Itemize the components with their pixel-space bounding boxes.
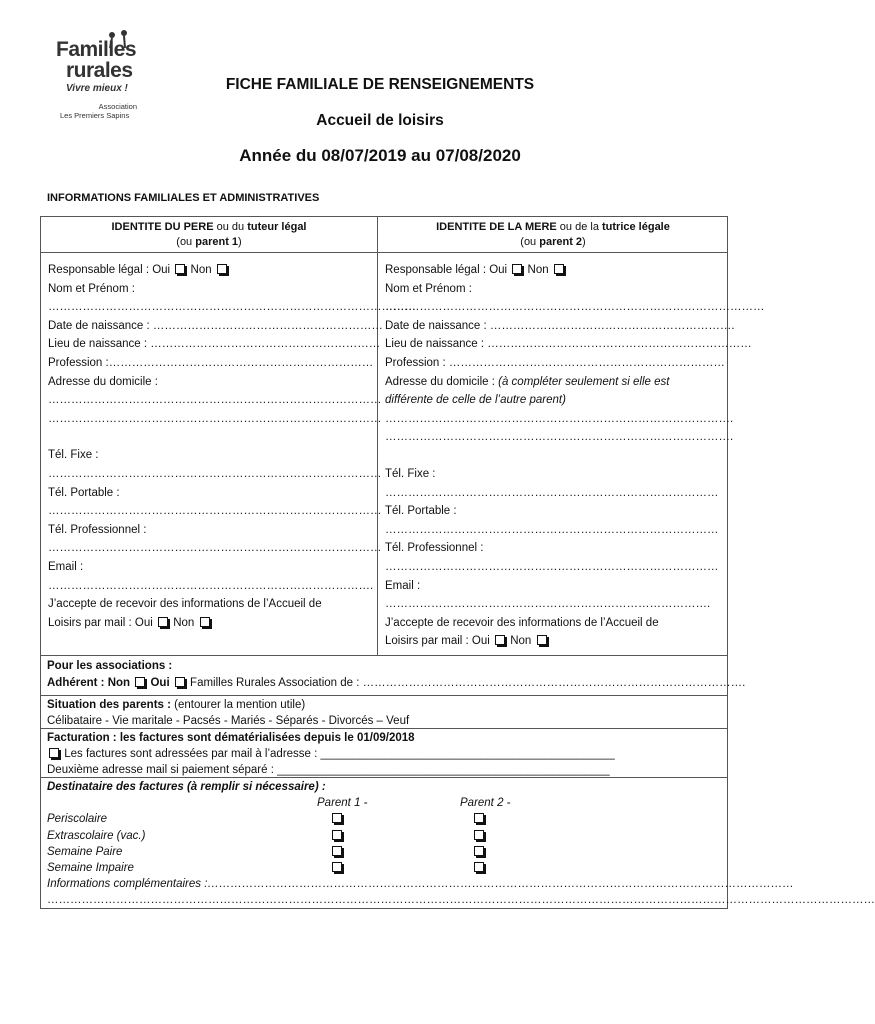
father-accept-row xyxy=(48,614,371,633)
destinataire-row-label: Periscolaire xyxy=(47,813,108,826)
father-accept-non-label: Non xyxy=(173,616,195,629)
destinataire-row xyxy=(47,860,721,876)
destinataire-row xyxy=(47,811,721,827)
situation-label: Situation des parents : xyxy=(47,699,171,711)
facturation-email-field[interactable]: Les factures sont adressées par mail à l’adresse : ______________________________________________ xyxy=(64,748,615,760)
semaine-impaire-parent1-checkbox[interactable] xyxy=(332,862,342,872)
mother-header-parent: parent 2 xyxy=(539,236,583,248)
father-header xyxy=(41,217,377,253)
mother-header-guardian: tutrice légale xyxy=(602,221,670,233)
mother-responsable-non-label: Non xyxy=(527,264,549,276)
logo-slogan: Vivre mieux ! xyxy=(66,83,128,94)
logo-text-line2: rurales xyxy=(66,59,133,82)
mother-adresse-field-2[interactable]: ………………………………………………………………………………. xyxy=(385,431,734,444)
mother-accept-row xyxy=(385,632,722,651)
father-tel-portable-field[interactable]: …………………………………………………………………………… xyxy=(48,505,382,518)
father-email-field[interactable]: …………………………………………………………………………. xyxy=(48,579,374,592)
father-tel-portable-label: Tél. Portable : xyxy=(48,486,120,499)
associations-label: Pour les associations : xyxy=(47,660,173,672)
year-range: Année du 08/07/2019 au 07/08/2020 xyxy=(239,146,521,165)
father-accept-line1: J’accepte de recevoir des informations de l’Accueil de xyxy=(48,598,322,611)
destinataire-row xyxy=(47,828,721,844)
associations-section xyxy=(40,655,746,696)
logo-association-name: Les Premiers Sapins xyxy=(60,111,130,120)
adherent-non-checkbox[interactable] xyxy=(135,677,145,687)
mother-tel-portable-field[interactable]: …………………………………………………………………………… xyxy=(385,523,719,536)
mother-header-or: ou de la xyxy=(556,221,602,233)
page-title: FICHE FAMILIALE DE RENSEIGNEMENTS xyxy=(225,76,535,93)
father-tel-fixe-label: Tél. Fixe : xyxy=(48,449,99,462)
adherent-oui-checkbox[interactable] xyxy=(175,677,185,687)
mother-header-open: (ou xyxy=(520,236,540,248)
mother-email-label: Email : xyxy=(385,579,421,592)
mother-responsable-oui-checkbox[interactable] xyxy=(512,264,522,274)
father-adresse-field-1[interactable]: …………………………………………………………………………… xyxy=(48,394,382,407)
parent2-header: Parent 2 - xyxy=(460,797,511,810)
extrascolaire-parent1-checkbox[interactable] xyxy=(332,830,342,840)
mother-nom-field[interactable]: ……………………………………………………………………………………… xyxy=(385,301,765,314)
situation-options[interactable]: Célibataire - Vie maritale - Pacsés - Mariés - Séparés - Divorcés – Veuf xyxy=(47,715,410,727)
destinataire-row-label: Extrascolaire (vac.) xyxy=(47,829,146,842)
father-tel-pro-field[interactable]: …………………………………………………………………………… xyxy=(48,542,382,555)
father-nom-label: Nom et Prénom : xyxy=(48,282,135,295)
mother-responsable-row xyxy=(385,261,722,280)
mother-accept-label: Loisirs par mail : Oui xyxy=(385,635,490,648)
mother-tel-pro-field[interactable]: …………………………………………………………………………… xyxy=(385,560,719,573)
father-adresse-label: Adresse du domicile : xyxy=(48,375,158,388)
mother-header-title: IDENTITE DE LA MERE xyxy=(436,221,557,233)
adherent-association-field[interactable]: Familles Rurales Association de : ………………………………………………………………………………………. xyxy=(190,677,746,689)
father-adresse-field-2[interactable]: …………………………………………………………………………… xyxy=(48,412,382,425)
periscolaire-parent1-checkbox[interactable] xyxy=(332,813,342,823)
semaine-paire-parent2-checkbox[interactable] xyxy=(474,846,484,856)
situation-section xyxy=(40,695,728,729)
father-column xyxy=(41,217,416,655)
father-profession-field[interactable]: Profession :…………………………………………………………… xyxy=(48,356,374,369)
destinataire-section xyxy=(40,777,875,909)
father-accept-oui-checkbox[interactable] xyxy=(158,617,168,627)
father-responsable-non-checkbox[interactable] xyxy=(217,264,227,274)
father-accept-label: Loisirs par mail : Oui xyxy=(48,616,153,629)
destinataire-row-label: Semaine Impaire xyxy=(47,861,134,874)
destinataire-label: Destinataire des factures (à remplir si nécessaire) : xyxy=(47,781,326,793)
father-header-parent: parent 1 xyxy=(195,236,239,248)
father-header-or: ou du xyxy=(213,221,248,233)
father-tel-fixe-field[interactable]: …………………………………………………………………………… xyxy=(48,467,382,480)
father-email-label: Email : xyxy=(48,560,84,573)
adherent-oui-label: Oui xyxy=(150,677,170,689)
mother-header-close: ) xyxy=(582,236,586,248)
situation-hint: (entourer la mention utile) xyxy=(170,699,306,711)
father-accept-non-checkbox[interactable] xyxy=(200,617,210,627)
mother-lieu-field[interactable]: Lieu de naissance : …………………………………………………………… xyxy=(385,338,752,351)
adherent-non-label: Adhérent : Non xyxy=(47,677,131,689)
mother-tel-fixe-field[interactable]: …………………………………………………………………………… xyxy=(385,486,719,499)
logo-text-line1: Familles xyxy=(56,38,137,61)
father-responsable-oui-checkbox[interactable] xyxy=(175,264,185,274)
mother-nom-label: Nom et Prénom : xyxy=(385,282,472,295)
mother-responsable-non-checkbox[interactable] xyxy=(554,264,564,274)
father-responsable-non-label: Non xyxy=(190,264,212,276)
facturation-section xyxy=(40,728,728,778)
facturation-email-row xyxy=(47,746,721,762)
informations-complementaires-line[interactable]: ……………………………………………………………………………………………………………………………………………………………………………………………… xyxy=(47,894,875,907)
mother-tel-portable-label: Tél. Portable : xyxy=(385,505,457,518)
destinataire-row xyxy=(47,844,721,860)
adherent-row xyxy=(47,675,746,692)
mother-accept-non-label: Non xyxy=(510,635,532,648)
mother-header xyxy=(378,217,728,253)
semaine-paire-parent1-checkbox[interactable] xyxy=(332,846,342,856)
father-responsable-label: Responsable légal : Oui xyxy=(48,264,171,276)
father-nom-field[interactable]: …………………………………………………………………………………… xyxy=(48,301,416,314)
mother-email-field[interactable]: …………………………………………………………………………. xyxy=(385,598,711,611)
mother-accept-oui-checkbox[interactable] xyxy=(495,635,505,645)
mother-responsable-label: Responsable légal : Oui xyxy=(385,264,508,276)
periscolaire-parent2-checkbox[interactable] xyxy=(474,813,484,823)
father-lieu-field[interactable]: Lieu de naissance : …………………………………………………… xyxy=(48,338,381,351)
father-header-open: (ou xyxy=(176,236,196,248)
extrascolaire-parent2-checkbox[interactable] xyxy=(474,830,484,840)
mother-adresse-row xyxy=(385,373,722,392)
facturation-label: Facturation : les factures sont dématérialisées depuis le 01/09/2018 xyxy=(47,732,415,744)
father-naissance-field[interactable]: Date de naissance : …………………………………………………… xyxy=(48,319,383,332)
mother-tel-fixe-label: Tél. Fixe : xyxy=(385,467,436,480)
informations-complementaires-field[interactable]: Informations complémentaires :……………………………………………………………………………………………………………………………………… xyxy=(47,878,794,891)
father-header-close: ) xyxy=(238,236,242,248)
semaine-impaire-parent2-checkbox[interactable] xyxy=(474,862,484,872)
facturation-second-email-field[interactable]: Deuxième adresse mail si paiement séparé : ____________________________________________________ xyxy=(47,764,610,776)
father-header-guardian: tuteur légal xyxy=(247,221,307,233)
logo xyxy=(52,30,152,124)
mother-column xyxy=(378,217,765,655)
father-responsable-row xyxy=(48,261,371,280)
father-tel-pro-label: Tél. Professionnel : xyxy=(48,523,147,536)
mother-profession-field[interactable]: Profession : ……………………………………………………………… xyxy=(385,356,725,369)
mother-accept-line1: J’accepte de recevoir des informations de l’Accueil de xyxy=(385,616,659,629)
mother-tel-pro-label: Tél. Professionnel : xyxy=(385,542,484,555)
logo-association: Association xyxy=(98,102,137,111)
destinataire-row-label: Semaine Paire xyxy=(47,845,123,858)
section-heading: INFORMATIONS FAMILIALES ET ADMINISTRATIVES xyxy=(47,192,320,204)
mother-adresse-note1: (à compléter seulement si elle est xyxy=(498,375,670,388)
father-header-title: IDENTITE DU PERE xyxy=(111,221,214,233)
parents-table xyxy=(40,216,765,656)
destinataire-header-row xyxy=(47,795,721,811)
mother-adresse-field-1[interactable]: ………………………………………………………………………………. xyxy=(385,412,734,425)
mother-naissance-field[interactable]: Date de naissance : ………………………………………………………. xyxy=(385,319,735,332)
page-subtitle: Accueil de loisirs xyxy=(316,112,444,129)
parent1-header: Parent 1 - xyxy=(317,797,368,810)
mother-adresse-label: Adresse du domicile : xyxy=(385,375,499,388)
facturation-email-checkbox[interactable] xyxy=(49,748,59,758)
mother-adresse-note2: différente de celle de l’autre parent) xyxy=(385,394,566,407)
mother-accept-non-checkbox[interactable] xyxy=(537,635,547,645)
